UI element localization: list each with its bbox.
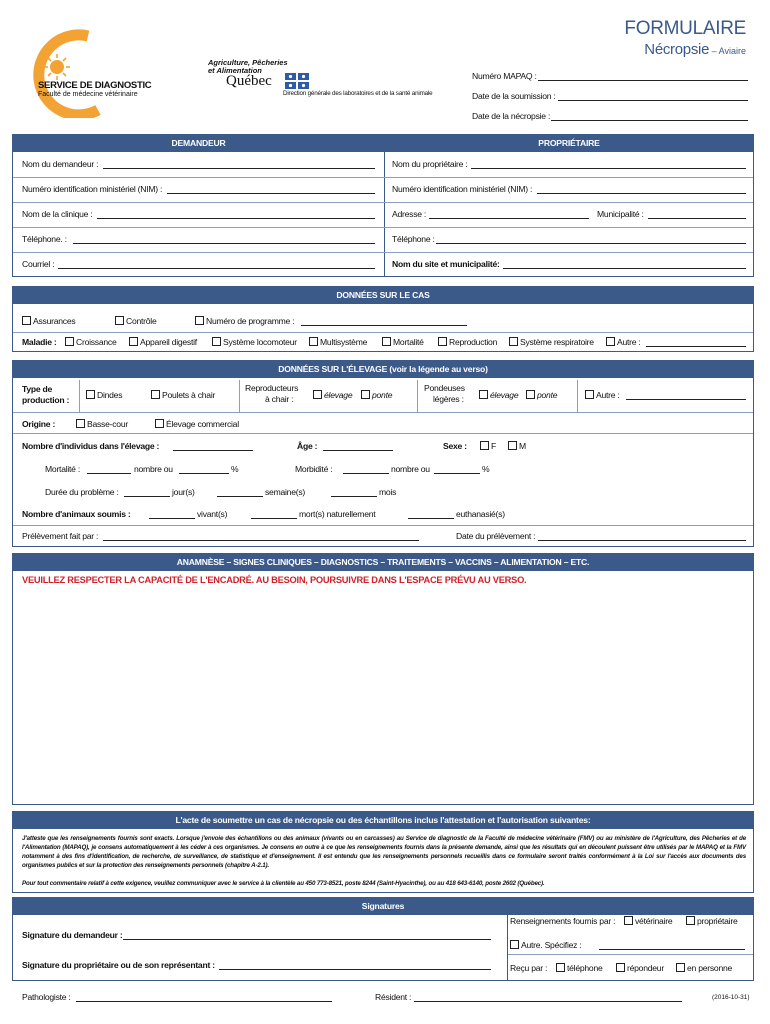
sexe-f-checkbox[interactable]: [480, 441, 489, 450]
elevage-autre-checkbox[interactable]: [585, 390, 594, 399]
en-personne-label: en personne: [687, 963, 733, 973]
reproducteurs-label-1: Reproducteurs: [245, 383, 299, 393]
proprietaire-telephone-label: Téléphone :: [392, 234, 435, 244]
euthanasies-label: euthanasié(s): [456, 509, 505, 519]
resident-label: Résident :: [375, 992, 412, 1002]
locomoteur-checkbox[interactable]: [212, 337, 221, 346]
demandeur-nim-field[interactable]: [167, 193, 375, 194]
proprietaire-municipalite-label: Municipalité :: [597, 209, 644, 219]
type-production-label-1: Type de: [22, 384, 53, 394]
multisysteme-label: Multisystème: [320, 337, 368, 347]
origine-label: Origine :: [22, 419, 56, 429]
duree-semaines-field[interactable]: [217, 496, 263, 497]
sexe-m-label: M: [519, 441, 526, 451]
nombre-individus-label: Nombre d'individus dans l'élevage :: [22, 441, 160, 451]
soumission-field[interactable]: [558, 100, 748, 101]
gov-line1: Agriculture, Pêcheries: [208, 58, 288, 67]
proprietaire-site-label: Nom du site et municipalité:: [392, 259, 500, 269]
proprietaire-header: PROPRIÉTAIRE: [385, 135, 753, 152]
proprietaire-nom-field[interactable]: [471, 168, 746, 169]
column-divider: [384, 135, 385, 276]
digestif-checkbox[interactable]: [129, 337, 138, 346]
age-field[interactable]: [323, 450, 393, 451]
reproducteurs-label-2: à chair :: [265, 394, 294, 404]
multisysteme-option[interactable]: [309, 337, 367, 348]
proprietaire-fournis-checkbox[interactable]: [686, 916, 695, 925]
nombre-soumis-label: Nombre d'animaux soumis :: [22, 509, 131, 519]
elevage-commercial-option[interactable]: [155, 419, 239, 430]
repondeur-checkbox[interactable]: [616, 963, 625, 972]
pondeuses-ponte-checkbox[interactable]: [526, 390, 535, 399]
signature-proprietaire-field[interactable]: [219, 969, 491, 970]
fmv-logo: [28, 28, 168, 118]
sexe-m-option[interactable]: [508, 441, 526, 452]
attestation-text: J'atteste que les renseignements fournis sont exacts. Lorsque j'envoie des échantillons ou des animaux (vivants ou en carcasses) au Service de diagnostic de la Faculté de médecine vétérinaire (FMV) ou au ministère de l'Agriculture, des Pêcheries et de l'Alimentation (MAPAQ), je consens automatiquement à les céder à ces organismes. Je consens en outre à ce que les renseignements fournis dans la présente demande, ainsi que les résultats qui en découlent puissent être utilisés par le MAPAQ et la FMV notamment à des fins d'identification, de recherche, de surveillance, de statistique et d'enseignement. Il est entendu que les renseignements personnels recueillis dans ce formulaire seront traités conformément à la Loi sur l'accès aux documents des organismes publics et sur la protection des renseignements personnels (chapitre A-2.1).: [22, 835, 746, 869]
proprietaire-telephone-field[interactable]: [436, 243, 746, 244]
proprietaire-fournis-option[interactable]: [686, 916, 737, 927]
date-prelevement-label: Date du prélèvement :: [456, 531, 536, 541]
programme-option[interactable]: [195, 316, 294, 327]
proprietaire-nim-field[interactable]: [537, 193, 746, 194]
proprietaire-site-field[interactable]: [503, 268, 746, 269]
respiratoire-option[interactable]: [509, 337, 594, 348]
gov-line2: et Alimentation: [208, 66, 262, 75]
cas-autre-option[interactable]: [606, 337, 641, 348]
croissance-checkbox[interactable]: [65, 337, 74, 346]
proprietaire-municipalite-field[interactable]: [648, 218, 746, 219]
fmv-logo-icon: [28, 28, 168, 118]
programme-checkbox[interactable]: [195, 316, 204, 325]
form-subtitle: [644, 41, 746, 58]
mortalite-label: Mortalité :: [45, 464, 80, 474]
anamnese-header: ANAMNÈSE – SIGNES CLINIQUES – DIAGNOSTICS – TRAITEMENTS – VACCINS – ALIMENTATION – ETC.: [13, 554, 753, 571]
sexe-f-label: F: [491, 441, 496, 451]
digestif-label: Appareil digestif: [140, 337, 197, 347]
mortalite-option[interactable]: [382, 337, 424, 348]
elevage-section: [12, 360, 754, 547]
mortalite-nombre-ou: nombre ou: [134, 464, 173, 474]
signatures-autre-label: Autre. Spécifiez :: [521, 940, 582, 950]
dindes-option[interactable]: [86, 390, 122, 401]
recu-par-label: Reçu par :: [510, 963, 548, 973]
dindes-label: Dindes: [97, 390, 123, 400]
form-version: (2016-10-31): [712, 994, 750, 1001]
elevage-header: DONNÉES SUR L'ÉLEVAGE (voir la légende au verso): [13, 361, 753, 378]
duree-semaines-label: semaine(s): [265, 487, 306, 497]
en-personne-checkbox[interactable]: [676, 963, 685, 972]
veterinaire-label: vétérinaire: [635, 916, 673, 926]
controle-option[interactable]: [115, 316, 156, 327]
cas-section: [12, 286, 754, 352]
pondeuses-elevage-label: élevage: [490, 390, 519, 400]
elevage-commercial-label: Élevage commercial: [166, 419, 239, 429]
logo-service-text: SERVICE DE DIAGNOSTIC: [38, 80, 152, 91]
euthanasies-field[interactable]: [408, 518, 454, 519]
anamnese-warning: VEUILLEZ RESPECTER LA CAPACITÉ DE L'ENCADRÉ. AU BESOIN, POURSUIVRE DANS L'ESPACE PRÉVU AU VERSO.: [22, 575, 527, 585]
gov-direction: Direction générale des laboratoires et de la santé animale: [283, 90, 433, 97]
respiratoire-label: Système respiratoire: [520, 337, 594, 347]
demandeur-nom-label: Nom du demandeur :: [22, 159, 99, 169]
elevage-autre-label: Autre :: [596, 390, 620, 400]
elevage-autre-option[interactable]: [585, 390, 620, 401]
morbidite-nombre-ou: nombre ou: [391, 464, 430, 474]
form-title: FORMULAIRE: [624, 18, 746, 39]
poulets-option[interactable]: [151, 390, 215, 401]
duree-label: Durée du problème :: [45, 487, 119, 497]
pondeuses-elevage-option[interactable]: [479, 390, 518, 401]
pondeuses-ponte-label: ponte: [537, 390, 558, 400]
mortalite-percent-sign: %: [231, 464, 239, 474]
morts-label: mort(s) naturellement: [299, 509, 376, 519]
prelevement-fait-field[interactable]: [103, 540, 419, 541]
reproducteurs-elevage-checkbox[interactable]: [313, 390, 322, 399]
croissance-option[interactable]: [65, 337, 117, 348]
locomoteur-label: Système locomoteur: [223, 337, 297, 347]
gov-name: Québec: [226, 73, 272, 89]
poulets-label: Poulets à chair: [162, 390, 216, 400]
proprietaire-nim-label: Numéro identification ministériel (NIM) :: [392, 184, 533, 194]
form-subtitle-suffix: – Aviaire: [711, 46, 746, 56]
attestation-contact: Pour tout commentaire relatif à cette exigence, veuillez communiquer avec le service à la clientèle au 450 773-8521, poste 8244 (Saint-Hyacinthe), ou au 418 643-6140, poste 2602 (Québec).: [22, 880, 545, 887]
cas-autre-field[interactable]: [646, 346, 746, 347]
telephone-label: téléphone: [567, 963, 603, 973]
duree-mois-field[interactable]: [331, 496, 377, 497]
proprietaire-fournis-label: propriétaire: [697, 916, 738, 926]
poulets-checkbox[interactable]: [151, 390, 160, 399]
morbidite-nombre-field[interactable]: [343, 473, 389, 474]
elevage-commercial-checkbox[interactable]: [155, 419, 164, 428]
basse-cour-checkbox[interactable]: [76, 419, 85, 428]
pondeuses-ponte-option[interactable]: [526, 390, 557, 401]
resident-field[interactable]: [414, 1001, 682, 1002]
repondeur-label: répondeur: [627, 963, 664, 973]
proprietaire-adresse-label: Adresse :: [392, 209, 427, 219]
prelevement-fait-label: Prélèvement fait par :: [22, 531, 99, 541]
age-label: Âge :: [297, 441, 318, 451]
anamnese-section: [12, 553, 754, 805]
mortalite-nombre-field[interactable]: [87, 473, 131, 474]
mortalite-checkbox[interactable]: [382, 337, 391, 346]
reproducteurs-ponte-label: ponte: [372, 390, 393, 400]
maladie-label: Maladie :: [22, 337, 57, 347]
basse-cour-option[interactable]: [76, 419, 128, 430]
logo-faculty-text: Faculté de médecine vétérinaire: [38, 91, 138, 98]
sexe-label: Sexe :: [443, 441, 467, 451]
assurances-label: Assurances: [33, 316, 76, 326]
demandeur-courriel-field[interactable]: [58, 268, 375, 269]
veterinaire-checkbox[interactable]: [624, 916, 633, 925]
mapaq-field[interactable]: [538, 80, 748, 81]
digestif-option[interactable]: [129, 337, 197, 348]
croissance-label: Croissance: [76, 337, 117, 347]
proprietaire-nom-label: Nom du propriétaire :: [392, 159, 468, 169]
controle-label: Contrôle: [126, 316, 157, 326]
reproduction-option[interactable]: [438, 337, 497, 348]
attestation-section: [12, 811, 754, 893]
demandeur-clinique-field[interactable]: [97, 218, 375, 219]
duree-jours-field[interactable]: [124, 496, 170, 497]
duree-jours-label: jour(s): [172, 487, 195, 497]
pathologiste-label: Pathologiste :: [22, 992, 71, 1002]
demandeur-telephone-label: Téléphone. :: [22, 234, 67, 244]
demandeur-clinique-label: Nom de la clinique :: [22, 209, 93, 219]
controle-checkbox[interactable]: [115, 316, 124, 325]
pondeuses-label-2: légères :: [433, 394, 464, 404]
reproducteurs-ponte-option[interactable]: [361, 390, 392, 401]
demandeur-telephone-field[interactable]: [73, 243, 375, 244]
sexe-f-option[interactable]: [480, 441, 496, 452]
multisysteme-checkbox[interactable]: [309, 337, 318, 346]
reproduction-label: Reproduction: [449, 337, 498, 347]
type-production-label-2: production :: [22, 395, 70, 405]
necropsie-label: Date de la nécropsie :: [472, 111, 551, 121]
morbidite-percent-sign: %: [482, 464, 490, 474]
date-prelevement-field[interactable]: [538, 540, 746, 541]
signature-demandeur-field[interactable]: [123, 939, 491, 940]
necropsie-field[interactable]: [551, 120, 748, 121]
renseignements-label: Renseignements fournis par :: [510, 916, 616, 926]
demandeur-header: DEMANDEUR: [13, 135, 384, 152]
reproducteurs-elevage-option[interactable]: [313, 390, 352, 401]
locomoteur-option[interactable]: [212, 337, 297, 348]
cas-header: DONNÉES SUR LE CAS: [13, 287, 753, 304]
pathologiste-field[interactable]: [76, 1001, 332, 1002]
signature-proprietaire-label: Signature du propriétaire ou de son représentant :: [22, 960, 215, 970]
pondeuses-elevage-checkbox[interactable]: [479, 390, 488, 399]
duree-mois-label: mois: [379, 487, 397, 497]
assurances-option[interactable]: [22, 316, 75, 327]
signature-demandeur-label: Signature du demandeur :: [22, 930, 123, 940]
dindes-checkbox[interactable]: [86, 390, 95, 399]
mortalite-label: Mortalité: [393, 337, 424, 347]
elevage-autre-field[interactable]: [626, 399, 746, 400]
anamnese-text-area[interactable]: [13, 588, 753, 804]
programme-label: Numéro de programme :: [206, 316, 295, 326]
mortalite-percent-field[interactable]: [179, 473, 229, 474]
telephone-checkbox[interactable]: [556, 963, 565, 972]
morbidite-percent-field[interactable]: [434, 473, 480, 474]
respiratoire-checkbox[interactable]: [509, 337, 518, 346]
signatures-autre-checkbox[interactable]: [510, 940, 519, 949]
nombre-individus-field[interactable]: [173, 450, 253, 451]
reproducteurs-ponte-checkbox[interactable]: [361, 390, 370, 399]
pondeuses-label-1: Pondeuses: [424, 383, 465, 393]
mapaq-label: Numéro MAPAQ :: [472, 71, 537, 81]
reproduction-checkbox[interactable]: [438, 337, 447, 346]
repondeur-option[interactable]: [616, 963, 664, 974]
signatures-autre-option[interactable]: [510, 940, 581, 951]
proprietaire-adresse-field[interactable]: [429, 218, 589, 219]
vivants-label: vivant(s): [197, 509, 228, 519]
sexe-m-checkbox[interactable]: [508, 441, 517, 450]
veterinaire-option[interactable]: [624, 916, 672, 927]
signatures-section: [12, 897, 754, 981]
morts-field[interactable]: [251, 518, 297, 519]
assurances-checkbox[interactable]: [22, 316, 31, 325]
reproducteurs-elevage-label: élevage: [324, 390, 353, 400]
demandeur-proprietaire-section: [12, 134, 754, 277]
basse-cour-label: Basse-cour: [87, 419, 128, 429]
soumission-label: Date de la soumission :: [472, 91, 556, 101]
cas-autre-checkbox[interactable]: [606, 337, 615, 346]
vivants-field[interactable]: [149, 518, 195, 519]
demandeur-nom-field[interactable]: [103, 168, 375, 169]
attestation-header: L'acte de soumettre un cas de nécropsie ou des échantillons inclus l'attestation et l'autorisation suivantes:: [13, 812, 753, 829]
form-subtitle-main: Nécropsie: [644, 41, 710, 58]
morbidite-label: Morbidité :: [295, 464, 333, 474]
telephone-option[interactable]: [556, 963, 603, 974]
demandeur-nim-label: Numéro identification ministériel (NIM) :: [22, 184, 163, 194]
signatures-header: Signatures: [13, 898, 753, 915]
programme-field[interactable]: [301, 325, 467, 326]
demandeur-courriel-label: Courriel :: [22, 259, 55, 269]
en-personne-option[interactable]: [676, 963, 732, 974]
cas-autre-label: Autre :: [617, 337, 641, 347]
signatures-autre-field[interactable]: [599, 949, 745, 950]
quebec-flag-icon: [285, 73, 309, 89]
